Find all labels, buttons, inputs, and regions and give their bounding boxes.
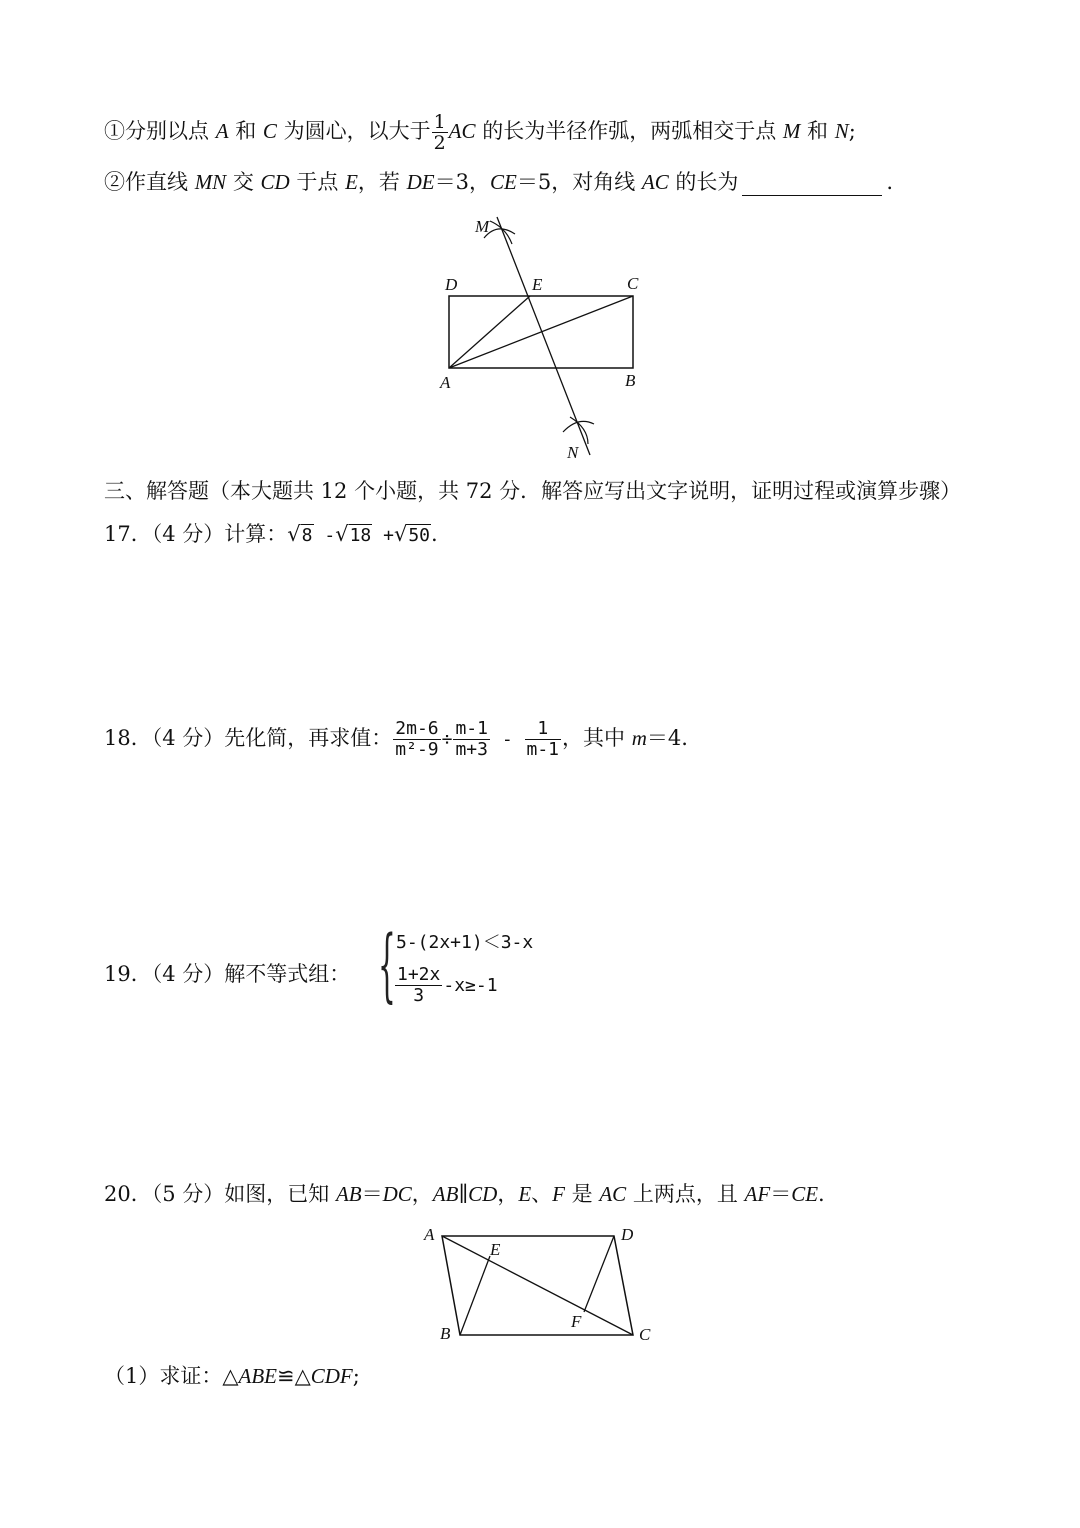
text: 交 — [226, 170, 261, 194]
label-B: B — [440, 1324, 451, 1343]
segment-AC: AC — [448, 119, 476, 143]
radicand: 50 — [408, 525, 431, 546]
segment-AB: AB — [432, 1182, 459, 1206]
text: 的长为半径作弧，两弧相交于点 — [475, 119, 783, 143]
segment-DF — [584, 1236, 614, 1312]
inequality-1: 5-(2x+1)＜3-x — [396, 932, 534, 953]
triangle-CDF: CDF — [310, 1364, 353, 1388]
label-D: D — [445, 275, 458, 294]
answer-blank[interactable] — [742, 173, 882, 196]
radicand: 8 — [301, 525, 313, 546]
text: ，若 — [357, 170, 407, 194]
q18 — [104, 714, 688, 764]
label-M: M — [475, 217, 490, 236]
line-MN: MN — [194, 170, 227, 194]
text: ＝ — [770, 1182, 792, 1206]
section-heading: 三、解答题（本大题共 12 个小题，共 72 分．解答应写出文字说明，证明过程或演算步骤） — [104, 479, 962, 503]
text: 和 — [228, 119, 263, 143]
fraction-2 — [453, 719, 490, 760]
question-number: 20．（5 分）如图，已知 — [104, 1182, 336, 1206]
q16-step1 — [104, 112, 856, 153]
text: ， — [497, 1182, 519, 1206]
q16-step2 — [104, 168, 893, 196]
text: ＝ — [361, 1182, 383, 1206]
question-number: 18．（4 分）先化简，再求值： — [104, 726, 393, 750]
denominator: 2 — [433, 132, 446, 154]
left-brace: { — [378, 918, 396, 1011]
segment-DC: DC — [382, 1182, 412, 1206]
text: 和 — [800, 119, 835, 143]
sqrt-18: √18 — [335, 522, 372, 546]
text: 为圆心，以大于 — [276, 119, 431, 143]
text: ＝3， — [434, 170, 490, 194]
text: 的长为 — [668, 170, 739, 194]
segment-CD: CD — [468, 1182, 498, 1206]
label-C: C — [639, 1325, 651, 1344]
point-C: C — [262, 119, 277, 143]
numerator: 1 — [433, 111, 446, 133]
operator: + — [372, 525, 394, 546]
congruent-symbol: ≌△ — [277, 1364, 311, 1388]
label-N: N — [567, 443, 579, 462]
operator-minus: - — [490, 729, 524, 750]
fraction-half — [432, 112, 448, 153]
numerator: 1+2x — [397, 964, 441, 985]
segment-CE: CE — [791, 1182, 819, 1206]
arc-M2 — [490, 221, 512, 244]
inequality-2 — [394, 965, 498, 1006]
segment-AC: AC — [641, 170, 669, 194]
text: . — [886, 170, 894, 194]
label-A: A — [424, 1225, 435, 1244]
text: ＝4. — [646, 726, 688, 750]
text: 是 — [564, 1182, 600, 1206]
sqrt-8: √8 — [287, 522, 313, 546]
parallel-symbol: ∥ — [458, 1182, 469, 1206]
point-F: F — [552, 1182, 565, 1206]
label-B: B — [625, 371, 636, 390]
text: （1）求证：△ — [104, 1364, 239, 1388]
q20-figure — [420, 1222, 660, 1347]
text: ②作直线 — [104, 170, 195, 194]
q16-figure — [430, 205, 639, 470]
segment-CE: CE — [489, 170, 517, 194]
diagonal-AC — [442, 1236, 633, 1335]
point-M: M — [782, 119, 801, 143]
segment-DE: DE — [406, 170, 435, 194]
segment-CD: CD — [260, 170, 290, 194]
text: 于点 — [289, 170, 346, 194]
denominator: m²-9 — [395, 739, 439, 760]
text: 、 — [531, 1182, 553, 1206]
text: 上两点，且 — [626, 1182, 745, 1206]
text: . — [818, 1182, 825, 1206]
text: . — [431, 522, 438, 546]
fraction-3 — [525, 719, 562, 760]
q20-sub1 — [104, 1362, 360, 1390]
text: ＝5，对角线 — [516, 170, 642, 194]
variable-m: m — [631, 726, 647, 750]
triangle-ABE: ABE — [238, 1364, 277, 1388]
point-A: A — [215, 119, 229, 143]
label-C: C — [627, 274, 639, 293]
point-E: E — [345, 170, 358, 194]
denominator: m+3 — [455, 739, 488, 760]
q20 — [104, 1180, 825, 1208]
segment-AB: AB — [335, 1182, 362, 1206]
operator-divide: ÷ — [441, 729, 453, 750]
label-A: A — [440, 373, 451, 392]
operator: - — [313, 525, 336, 546]
diagonal-AC — [449, 296, 633, 368]
line-MN — [497, 217, 590, 455]
denominator: m-1 — [526, 739, 560, 760]
q19-prefix: 19．（4 分）解不等式组： — [104, 962, 351, 986]
point-N: N — [834, 119, 849, 143]
q17 — [104, 520, 438, 550]
question-number: 17．（4 分）计算： — [104, 522, 288, 546]
label-E: E — [490, 1240, 501, 1259]
label-E: E — [532, 275, 543, 294]
point-E: E — [518, 1182, 532, 1206]
segment-BE — [460, 1256, 490, 1335]
text: ; — [848, 119, 856, 143]
numerator: 2m-6 — [395, 718, 439, 739]
segment-AC: AC — [599, 1182, 627, 1206]
text: ， — [411, 1182, 433, 1206]
segment-AE — [449, 296, 530, 368]
fraction — [395, 965, 442, 1006]
fraction-1 — [393, 719, 440, 760]
numerator: 1 — [525, 719, 562, 740]
segment-AF: AF — [744, 1182, 771, 1206]
sqrt-50: √50 — [393, 522, 431, 546]
label-F: F — [571, 1312, 582, 1331]
label-D: D — [621, 1225, 634, 1244]
text: ，其中 — [562, 726, 632, 750]
radicand: 18 — [349, 525, 372, 546]
text: ①分别以点 — [104, 119, 216, 143]
numerator: m-1 — [455, 718, 488, 739]
inequality-rest: -x≥-1 — [443, 975, 498, 996]
text: ; — [352, 1364, 360, 1388]
denominator: 3 — [413, 985, 425, 1006]
